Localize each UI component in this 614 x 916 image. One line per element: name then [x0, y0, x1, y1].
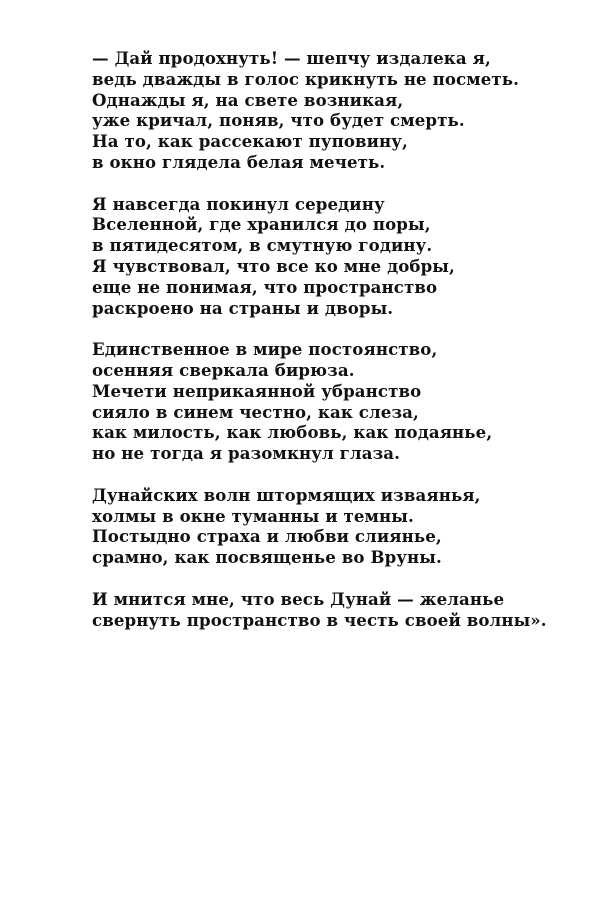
poem-line: как милость, как любовь, как подаянье, — [92, 422, 493, 443]
stanza-1 — [92, 48, 592, 173]
poem-line: холмы в окне туманны и темны. — [92, 505, 414, 526]
poem-line: — Дай продохнуть! — шепчу издалека я, — [92, 48, 491, 68]
poem-line: свернуть пространство в честь своей волны». — [92, 609, 547, 630]
poem-line: Однажды я, на свете возникая, — [92, 89, 404, 110]
poem-line: Я чувствовал, что все ко мне добры, — [92, 255, 455, 276]
poem-line: Мечети неприкаянной убранство — [92, 380, 422, 401]
poem-line: в пятидесятом, в смутную годину. — [92, 235, 433, 256]
poem-line: еще не понимая, что пространство — [92, 276, 438, 297]
poem-line: Постыдно страха и любви слиянье, — [92, 526, 442, 547]
poem-line: осенняя сверкала бирюза. — [92, 359, 355, 380]
poem-line: На то, как рассекают пуповину, — [92, 131, 408, 152]
stanza-2 — [92, 194, 592, 319]
poem-line: ведь дважды в голос крикнуть не посметь. — [92, 68, 520, 89]
poem-line: но не тогда я разомкнул глаза. — [92, 443, 401, 464]
poem-line: в окно глядела белая мечеть. — [92, 151, 386, 172]
poem-line: Дунайских волн штормящих изваянья, — [92, 484, 481, 505]
poem-line: Я навсегда покинул середину — [92, 193, 385, 214]
poem — [92, 48, 592, 651]
stanza-4 — [92, 485, 592, 568]
poem-line: Единственное в мире постоянство, — [92, 339, 438, 360]
poem-line: Вселенной, где хранился до поры, — [92, 214, 431, 235]
poem-line: сияло в синем честно, как слеза, — [92, 401, 419, 422]
poem-line: срамно, как посвященье во Вруны. — [92, 547, 442, 568]
poem-line: И мнится мне, что весь Дунай — желанье — [92, 588, 505, 609]
stanza-3 — [92, 339, 592, 464]
poem-line: раскроено на страны и дворы. — [92, 297, 394, 318]
poem-line: уже кричал, поняв, что будет смерть. — [92, 110, 465, 131]
stanza-5 — [92, 589, 592, 631]
